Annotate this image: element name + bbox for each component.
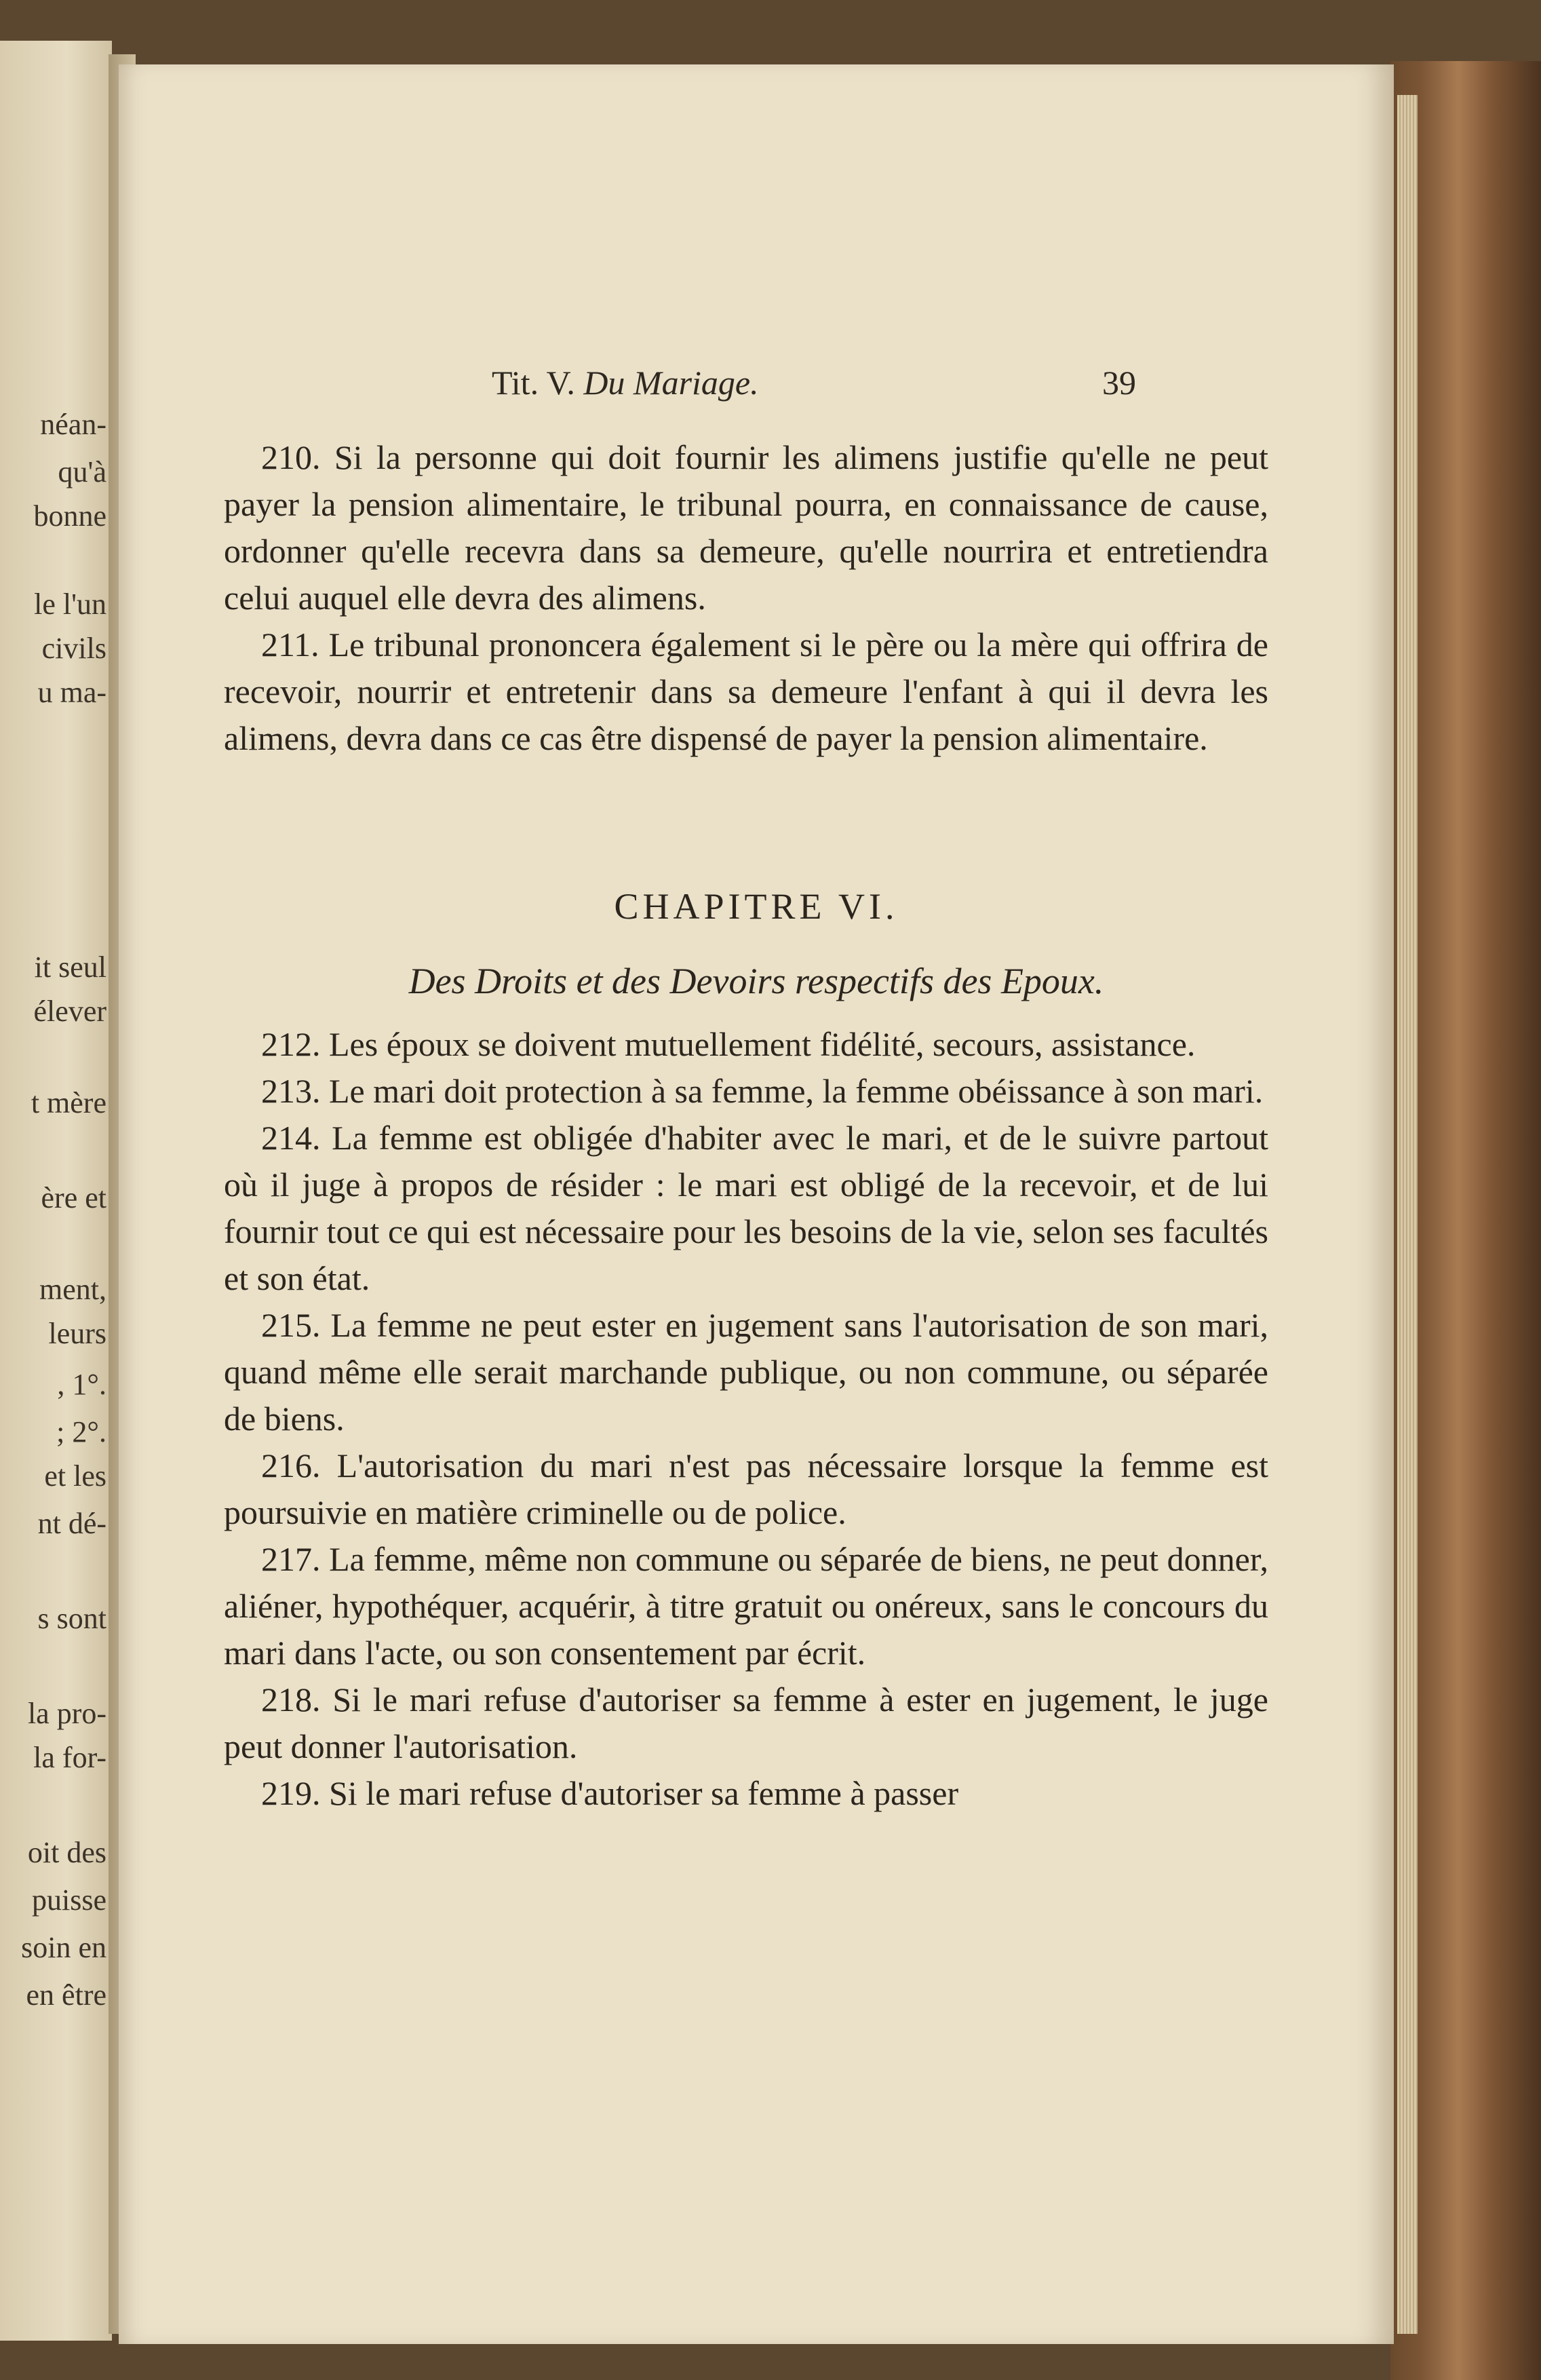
margin-fragment: nt dé- [37, 1507, 106, 1540]
article-paragraph: 217. La femme, même non commune ou séparée de biens, ne peut donner, aliéner, hypothéquer, acquérir, à titre gratuit ou onéreux, sans le concours du mari dans l'acte, ou son consentement par écrit. [224, 1540, 1268, 1672]
margin-fragment: ment, [39, 1273, 106, 1306]
running-title [492, 363, 759, 402]
margin-fragment: élever [33, 995, 106, 1028]
article-paragraph: 211. Le tribunal prononcera également si le père ou la mère qui offrira de recevoir, nourrir et entretenir dans sa demeure l'enfant à qui il devra les alimens, devra dans ce cas être dispensé de payer la pension alimentaire. [224, 626, 1268, 757]
margin-fragment: , 1°. [57, 1368, 106, 1401]
article-paragraph: 216. L'autorisation du mari n'est pas nécessaire lorsque la femme est poursuivie en matière criminelle ou de police. [224, 1446, 1268, 1531]
margin-fragment: le l'un [34, 588, 106, 621]
margin-fragment: puisse [32, 1883, 106, 1917]
article-paragraph: 218. Si le mari refuse d'autoriser sa femme à ester en jugement, le juge peut donner l'autorisation. [224, 1681, 1268, 1765]
article-paragraph: 219. Si le mari refuse d'autoriser sa femme à passer [261, 1774, 959, 1812]
margin-fragment: soin en [21, 1931, 106, 1964]
margin-fragment: ; 2°. [56, 1415, 106, 1448]
margin-fragment: la pro- [27, 1697, 106, 1730]
article-paragraph: 215. La femme ne peut ester en jugement sans l'autorisation de son mari, quand même elle serait marchande publique, ou non commune, ou séparée de biens. [224, 1306, 1268, 1438]
text-block-top [224, 434, 1268, 762]
margin-fragment: la for- [33, 1741, 106, 1774]
margin-fragment: qu'à [58, 455, 106, 488]
margin-fragment: ère et [41, 1181, 106, 1214]
margin-fragment: t mère [31, 1086, 106, 1119]
margin-fragment: u ma- [37, 676, 106, 709]
book-page [119, 64, 1394, 2344]
margin-fragment: civils [41, 632, 106, 665]
article-paragraph: 213. Le mari doit protection à sa femme, la femme obéissance à son mari. [261, 1072, 1264, 1110]
article-paragraph: 210. Si la personne qui doit fournir les alimens justifie qu'elle ne peut payer la pension alimentaire, le tribunal pourra, en connaissance de cause, ordonner qu'elle recevra dans sa demeure, qu'elle nourrira et entretiendra celui auquel elle devra des alimens. [224, 438, 1268, 617]
chapter-subtitle: Des Droits et des Devoirs respectifs des Epoux. [408, 961, 1104, 1001]
left-facing-page [0, 41, 112, 2341]
chapter-heading: CHAPITRE VI. [614, 886, 899, 927]
page-edges [1397, 95, 1418, 2334]
title-italic: Du Mariage. [583, 364, 759, 402]
margin-fragment: leurs [48, 1317, 106, 1350]
margin-fragment: néan- [40, 408, 106, 441]
margin-fragment: bonne [33, 499, 106, 533]
margin-fragment: it seul [34, 951, 106, 984]
page-number: 39 [1102, 364, 1136, 402]
text-block-chapter [224, 1021, 1268, 1817]
margin-fragment: oit des [27, 1836, 106, 1869]
article-paragraph: 214. La femme est obligée d'habiter avec le mari, et de le suivre partout où il juge à propos de résider : le mari est obligé de la recevoir, et de lui fournir tout ce qui est nécessaire pour les besoins de la vie, selon ses facultés et son état. [224, 1119, 1268, 1297]
margin-fragment: en être [26, 1978, 106, 2012]
margin-fragment: et les [44, 1459, 106, 1493]
article-paragraph: 212. Les époux se doivent mutuellement fidélité, secours, assistance. [261, 1025, 1196, 1063]
title-prefix: Tit. V. [492, 364, 575, 402]
margin-fragment: s sont [37, 1602, 106, 1635]
